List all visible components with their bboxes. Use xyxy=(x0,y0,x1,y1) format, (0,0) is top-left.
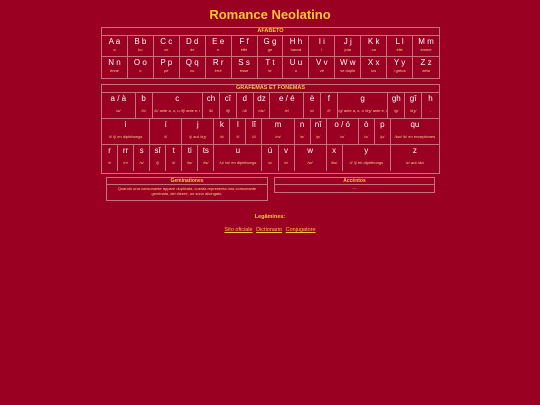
alphabet-cell xyxy=(361,57,387,78)
grapheme-sound: /r/ xyxy=(107,160,112,165)
grapheme-cell xyxy=(270,93,304,119)
grapheme-cell xyxy=(102,145,118,171)
grapheme-sound: /ts/ xyxy=(187,160,193,165)
grapheme-cell xyxy=(118,145,134,171)
alphabet-cell xyxy=(387,57,413,78)
grapheme-glyph: u xyxy=(235,146,241,155)
grapheme-glyph: x xyxy=(332,146,337,155)
letter-glyph: G g xyxy=(263,37,277,46)
grapheme-glyph: nî xyxy=(314,120,322,129)
grapheme-cell xyxy=(136,93,153,119)
grapheme-sound: /l/ xyxy=(236,134,240,139)
grapheme-glyph: i xyxy=(124,120,127,129)
grapheme-cell xyxy=(198,145,214,171)
grapheme-sound: /e/ xyxy=(284,108,290,113)
grapheme-glyph: ts xyxy=(202,146,209,155)
grapheme-sound: /a/ xyxy=(116,108,121,113)
letter-name: i grèca xyxy=(393,68,406,73)
grapheme-sound: /t/ xyxy=(172,160,176,165)
grapheme-cell xyxy=(295,145,327,171)
letter-glyph: T t xyxy=(265,58,275,67)
grapheme-cell xyxy=(203,93,220,119)
letter-glyph: W w xyxy=(339,58,356,67)
grapheme-sound: /j/ aut /dʒ/ xyxy=(189,134,207,139)
grapheme-cell xyxy=(262,119,294,145)
grapheme-glyph: l xyxy=(237,120,239,129)
grapheme-cell xyxy=(150,119,182,145)
accents-panel xyxy=(274,177,435,193)
alphabet-cell xyxy=(206,36,232,57)
link-conjugator[interactable]: Conjugatore xyxy=(285,227,316,233)
grapheme-cell xyxy=(102,119,150,145)
letter-glyph: Z z xyxy=(420,58,432,67)
grapheme-cell xyxy=(391,145,439,171)
link-official-site[interactable]: Sito oficiale xyxy=(224,227,253,233)
grapheme-glyph: ch xyxy=(206,94,216,103)
grapheme-glyph: r xyxy=(108,146,111,155)
alphabet-cell xyxy=(283,36,309,57)
letter-glyph: D d xyxy=(186,37,199,46)
letter-name: ca xyxy=(371,47,376,52)
letter-name: èsse xyxy=(239,68,249,73)
letter-name: èlle xyxy=(396,47,403,52)
letter-glyph: X x xyxy=(367,58,380,67)
grapheme-glyph: f xyxy=(327,94,331,103)
grapheme-sound: /i/ /j/ en diphthongs xyxy=(349,160,384,165)
grapheme-glyph: gî xyxy=(409,94,417,103)
grapheme-sound: /tʃ/ xyxy=(225,108,230,113)
grapheme-cell xyxy=(295,119,311,145)
grapheme-cell xyxy=(214,145,262,171)
grapheme-cell xyxy=(327,145,343,171)
grapheme-cell xyxy=(214,119,230,145)
grapheme-sound: /k/ ante a, o, u /tʃ/ ante e, i xyxy=(154,108,201,113)
letter-glyph: F f xyxy=(239,37,249,46)
grapheme-sound: /ts/ xyxy=(203,160,209,165)
grapheme-row xyxy=(102,93,439,119)
grapheme-glyph: cî xyxy=(224,94,231,103)
grapheme-cell xyxy=(327,119,359,145)
grapheme-sound: /u/ xyxy=(267,160,273,165)
grapheme-glyph: m xyxy=(274,120,282,129)
grapheme-sound: /kw/ /k/ en exceptiones xyxy=(394,134,436,139)
grapheme-glyph: rr xyxy=(122,146,129,155)
letter-name: èffe xyxy=(240,47,248,52)
grapheme-glyph: j xyxy=(196,120,199,129)
grapheme-cell xyxy=(182,119,214,145)
grapheme-glyph: gh xyxy=(391,94,401,103)
grapheme-cell xyxy=(254,93,271,119)
grapheme-glyph: n xyxy=(299,120,305,129)
alphabet-cell xyxy=(335,57,361,78)
letter-glyph: S s xyxy=(238,58,250,67)
grapheme-sound: /f/ xyxy=(327,108,331,113)
alphabet-cell xyxy=(232,36,258,57)
letter-glyph: Q q xyxy=(185,58,199,67)
letter-glyph: I i xyxy=(318,37,325,46)
alphabet-panel xyxy=(101,27,440,79)
grapheme-cell xyxy=(388,93,405,119)
letter-name: ve dople xyxy=(340,68,356,73)
grapheme-sound: /rr/ xyxy=(123,160,129,165)
links-bar xyxy=(0,227,540,233)
grapheme-sound: /ɛ/ xyxy=(310,108,315,113)
grapheme-glyph: dz xyxy=(257,94,266,103)
letter-name: jota xyxy=(344,47,351,52)
letter-name: èrre xyxy=(214,68,222,73)
graphemes-header: GRAFÈMAS ET FONÈMAS xyxy=(102,85,439,93)
grapheme-glyph: sî xyxy=(154,146,161,155)
alphabet-cell xyxy=(102,36,128,57)
grapheme-sound: /ʃ/ xyxy=(156,160,160,165)
grapheme-glyph: d xyxy=(242,94,247,103)
grapheme-row xyxy=(102,145,439,171)
grapheme-sound: /ɲ/ xyxy=(315,134,321,139)
grapheme-glyph: í xyxy=(164,120,167,129)
grapheme-sound: /o/ xyxy=(339,134,345,139)
grapheme-sound: /v/ xyxy=(283,160,289,165)
letter-glyph: C c xyxy=(160,37,173,46)
alphabet-cell xyxy=(180,36,206,57)
grapheme-glyph: ti xyxy=(187,146,192,155)
alphabet-cell xyxy=(258,36,284,57)
grapheme-cell xyxy=(311,119,327,145)
alphabet-cell xyxy=(128,57,154,78)
grapheme-cell xyxy=(220,93,237,119)
grapheme-cell xyxy=(375,119,391,145)
grapheme-glyph: g xyxy=(360,94,365,103)
grapheme-sound: /g/ xyxy=(394,108,399,113)
letter-name: u xyxy=(294,68,298,73)
accents-header: Accèntos xyxy=(275,178,434,185)
grapheme-cell xyxy=(246,119,262,145)
alphabet-row xyxy=(102,36,439,57)
alphabet-cell xyxy=(102,57,128,78)
grapheme-glyph: lî xyxy=(251,120,256,129)
grapheme-sound: /n/ xyxy=(299,134,305,139)
letter-name: zèta xyxy=(422,68,430,73)
grapheme-sound: /w/ xyxy=(307,160,313,165)
grapheme-cell xyxy=(237,93,254,119)
grapheme-cell xyxy=(153,93,204,119)
grapheme-sound: /i/ xyxy=(164,134,168,139)
alphabet-cell xyxy=(180,57,206,78)
letter-name: ve xyxy=(319,68,324,73)
grapheme-glyph: s xyxy=(139,146,144,155)
alphabet-cell xyxy=(154,57,180,78)
grapheme-cell xyxy=(391,119,439,145)
letter-name: cu xyxy=(190,68,195,73)
geminations-text: Quando una consonante appare duplicata, cuesta representa una consonante geminata, dei dicere, un sono allongato. xyxy=(117,186,257,196)
alphabet-cell xyxy=(309,57,335,78)
grapheme-cell xyxy=(321,93,338,119)
letter-glyph: L l xyxy=(395,37,404,46)
grapheme-sound: /i/ /j/ en diphthongs xyxy=(108,134,143,139)
grapheme-cell xyxy=(262,145,278,171)
grapheme-sound: /z/ aut /dz/ xyxy=(405,160,425,165)
letter-glyph: P p xyxy=(160,58,173,67)
letter-glyph: U u xyxy=(289,58,303,67)
grapheme-glyph: è xyxy=(309,94,315,103)
grapheme-sound: /s/ xyxy=(139,160,144,165)
letter-glyph: J j xyxy=(343,37,352,46)
grapheme-sound: /m/ xyxy=(275,134,281,139)
grapheme-glyph: w xyxy=(307,146,313,155)
grapheme-glyph: v xyxy=(284,146,289,155)
letter-glyph: R r xyxy=(212,58,224,67)
accents-text: — xyxy=(352,185,357,190)
grapheme-cell xyxy=(150,145,166,171)
alphabet-cell xyxy=(206,57,232,78)
grapheme-cell xyxy=(422,93,439,119)
grapheme-glyph: p xyxy=(380,120,385,129)
alphabet-cell xyxy=(154,36,180,57)
grapheme-cell xyxy=(230,119,246,145)
grapheme-glyph: ò xyxy=(364,120,369,129)
letter-glyph: N n xyxy=(108,58,121,67)
grapheme-cell xyxy=(405,93,422,119)
grapheme-glyph: z xyxy=(412,146,417,155)
grapheme-cell xyxy=(102,93,136,119)
letter-name: ics xyxy=(371,68,377,73)
alphabet-cell xyxy=(128,36,154,57)
alphabet-cell xyxy=(413,36,439,57)
letter-name: ce xyxy=(164,47,169,52)
link-dictionary[interactable]: Dictionario xyxy=(256,227,283,233)
grapheme-cell xyxy=(166,145,182,171)
grapheme-sound: /ks/ xyxy=(331,160,338,165)
grapheme-sound: /ɔ/ xyxy=(364,134,369,139)
letter-name: ge xyxy=(267,47,273,52)
grapheme-row xyxy=(102,119,439,145)
grapheme-sound: /k/ xyxy=(219,134,224,139)
letter-name: èmme xyxy=(420,47,432,52)
letter-glyph: V v xyxy=(316,58,328,67)
alphabet-cell xyxy=(335,36,361,57)
alphabet-cell xyxy=(387,36,413,57)
grapheme-sound: /d/ xyxy=(242,108,247,113)
grapheme-sound: /g/ ante a, o, u /dʒ/ ante e, i xyxy=(338,108,387,113)
alphabet-cell xyxy=(258,57,284,78)
letter-glyph: A a xyxy=(108,37,121,46)
grapheme-sound: /p/ xyxy=(380,134,385,139)
grapheme-glyph: e / é xyxy=(279,94,295,103)
letter-glyph: B b xyxy=(134,37,147,46)
letter-name: ènne xyxy=(110,68,119,73)
alphabet-cell xyxy=(361,36,387,57)
letter-glyph: K k xyxy=(367,37,380,46)
grapheme-glyph: t xyxy=(172,146,175,155)
grapheme-sound: /dʒ/ xyxy=(409,108,417,113)
grapheme-sound: /ʎ/ xyxy=(251,134,257,139)
page-title: Romance Neolatino xyxy=(209,7,331,22)
letter-name: o xyxy=(139,68,142,73)
grapheme-glyph: a / à xyxy=(110,94,127,103)
alphabet-cell xyxy=(309,36,335,57)
grapheme-glyph: h xyxy=(428,94,433,103)
letter-name: hacca xyxy=(290,47,302,52)
letter-name: pe xyxy=(164,68,169,73)
letter-glyph: E e xyxy=(212,37,225,46)
letter-name: a xyxy=(113,47,116,52)
grapheme-cell xyxy=(134,145,150,171)
grapheme-glyph: o / ó xyxy=(334,120,350,129)
grapheme-cell xyxy=(304,93,321,119)
geminations-header: Geminationes xyxy=(107,178,267,185)
grapheme-glyph: k xyxy=(219,120,224,129)
grapheme-glyph: ú xyxy=(267,146,273,155)
letter-name: bo xyxy=(138,47,143,52)
letter-glyph: H h xyxy=(289,37,303,46)
grapheme-cell xyxy=(279,145,295,171)
grapheme-sound: - xyxy=(429,108,432,113)
letter-glyph: O o xyxy=(133,58,147,67)
letter-glyph: Y y xyxy=(393,58,406,67)
letter-glyph: M m xyxy=(418,37,434,46)
grapheme-glyph: qu xyxy=(410,120,420,129)
grapheme-glyph: y xyxy=(364,146,369,155)
grapheme-sound: /b/ xyxy=(141,108,146,113)
alphabet-header: AFABETO xyxy=(102,28,439,36)
grapheme-cell xyxy=(359,119,375,145)
letter-name: de xyxy=(190,47,195,52)
alphabet-cell xyxy=(283,57,309,78)
legend-title: Legâmines: xyxy=(254,214,286,220)
letter-name: i xyxy=(321,47,323,52)
letter-name: e xyxy=(217,47,220,52)
letter-name: te xyxy=(268,68,272,73)
alphabet-cell xyxy=(413,57,439,78)
grapheme-sound: /dz/ xyxy=(258,108,265,113)
grapheme-glyph: b xyxy=(141,94,146,103)
graphemes-panel xyxy=(101,84,440,174)
grapheme-sound: /k/ xyxy=(208,108,214,113)
grapheme-cell xyxy=(338,93,389,119)
grapheme-glyph: c xyxy=(175,94,180,103)
alphabet-row xyxy=(102,57,439,78)
grapheme-sound: /u/ /w/ en diphthongs xyxy=(219,160,257,165)
geminations-panel xyxy=(106,177,268,201)
grapheme-cell xyxy=(343,145,391,171)
alphabet-cell xyxy=(232,57,258,78)
grapheme-cell xyxy=(182,145,198,171)
